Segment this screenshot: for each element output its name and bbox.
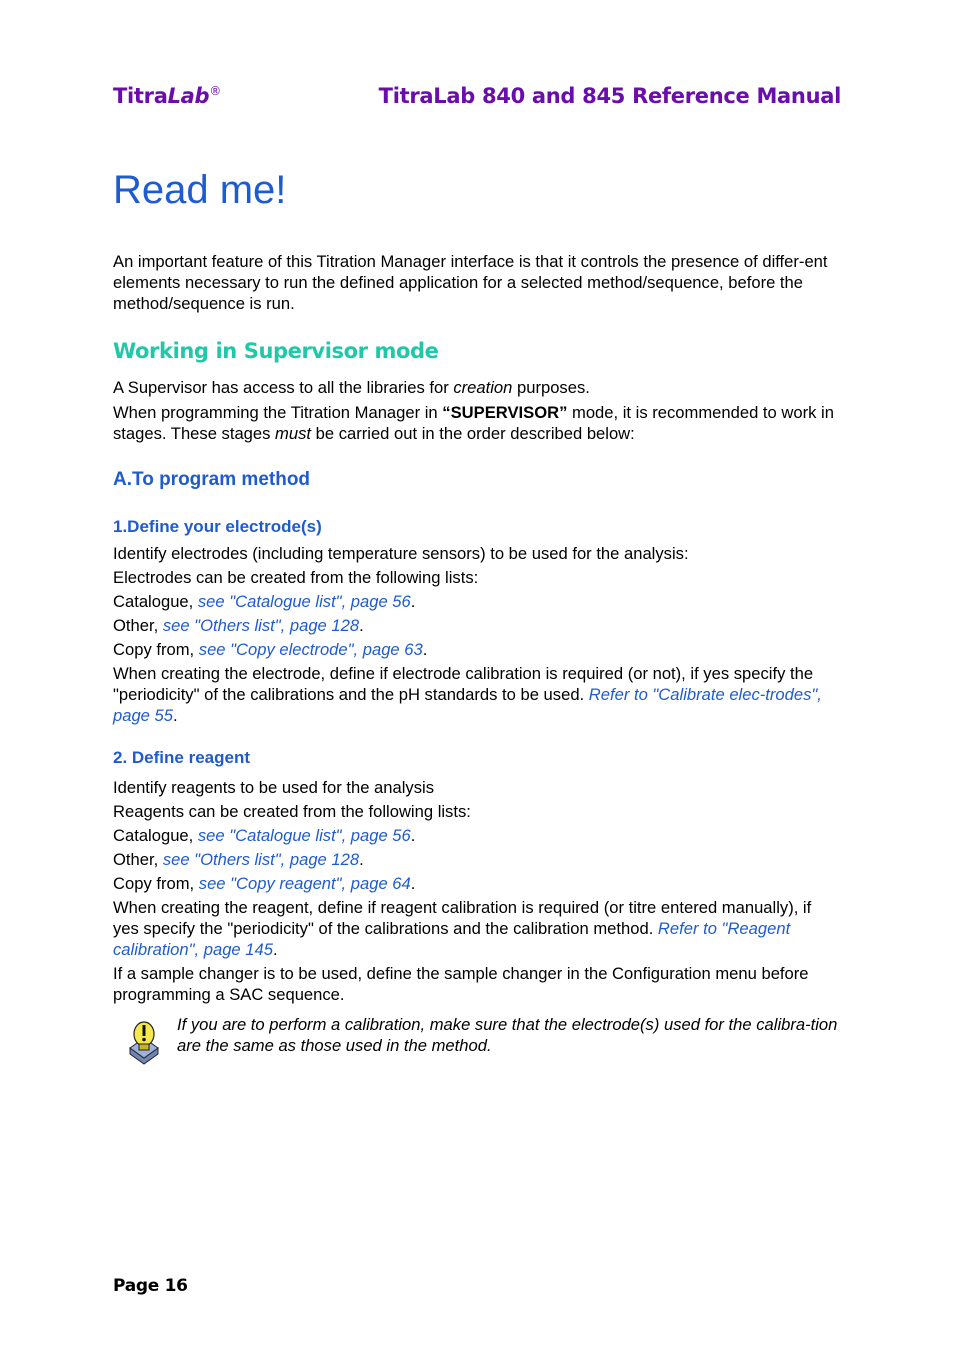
electrode-identify: Identify electrodes (including temperature sensors) to be used for the analysis: <box>113 544 689 563</box>
page-title: Read me! <box>113 168 287 212</box>
sample-changer-paragraph: If a sample changer is to be used, define the sample changer in the Configuration menu before programming a SAC sequence. <box>113 964 809 1004</box>
supervisor-paragraph-1: A Supervisor has access to all the libraries for creation purposes. <box>113 378 590 397</box>
electrode-lists-intro: Electrodes can be created from the following lists: <box>113 568 479 587</box>
electrode-heading: 1.Define your electrode(s) <box>113 517 322 536</box>
registered-mark: ® <box>209 84 221 98</box>
electrode-copy-line: Copy from, see "Copy electrode", page 63. <box>113 640 428 659</box>
brand-logo <box>113 84 221 108</box>
brand-prefix: Titra <box>113 84 168 108</box>
reagent-calibration-link[interactable]: Refer to "Reagent calibration", page 145 <box>113 919 791 959</box>
electrode-other-link[interactable]: see "Others list", page 128 <box>162 616 360 635</box>
supervisor-heading: Working in Supervisor mode <box>113 339 439 363</box>
reagent-other-line: Other, see "Others list", page 128. <box>113 850 364 869</box>
electrode-catalogue-line: Catalogue, see "Catalogue list", page 56. <box>113 592 416 611</box>
reagent-creating-paragraph: When creating the reagent, define if reagent calibration is required (or titre entered manually), if yes specify the "periodicity" of the calibrations and the calibration method. Refer to "Reagent calibration", page 145. <box>113 898 812 959</box>
electrode-copy-link[interactable]: see "Copy electrode", page 63 <box>198 640 423 659</box>
intro-paragraph: An important feature of this Titration Manager interface is that it controls the presence of differ-ent elements necessary to run the defined application for a selected method/sequence, before the method/sequence is run. <box>113 252 828 313</box>
reagent-lists-intro: Reagents can be created from the following lists: <box>113 802 471 821</box>
warning-bulb-icon <box>126 1018 162 1066</box>
reagent-catalogue-line: Catalogue, see "Catalogue list", page 56. <box>113 826 416 845</box>
brand-suffix: Lab <box>167 84 210 108</box>
supervisor-paragraph-2: When programming the Titration Manager in “SUPERVISOR” mode, it is recommended to work in stages. These stages must be carried out in the order described below: <box>113 403 834 443</box>
reagent-heading: 2. Define reagent <box>113 748 250 767</box>
electrode-catalogue-link[interactable]: see "Catalogue list", page 56 <box>197 592 411 611</box>
reagent-identify: Identify reagents to be used for the analysis <box>113 778 435 797</box>
electrode-other-line: Other, see "Others list", page 128. <box>113 616 364 635</box>
electrode-creating-paragraph: When creating the electrode, define if electrode calibration is required (or not), if yes specify the "periodicity" of the calibrations and the pH standards to be used. Refer to "Calibrate elec-trodes", page 55. <box>113 664 822 725</box>
reagent-copy-link[interactable]: see "Copy reagent", page 64 <box>198 874 411 893</box>
electrode-calibrate-link[interactable]: Refer to "Calibrate elec-trodes", page 55 <box>113 685 822 725</box>
section-a-heading: A.To program method <box>113 469 311 490</box>
note-text: If you are to perform a calibration, make sure that the electrode(s) used for the calibra-tion are the same as those used in the method. <box>177 1015 838 1055</box>
page-number: Page 16 <box>113 1276 188 1296</box>
reagent-other-link[interactable]: see "Others list", page 128 <box>162 850 360 869</box>
manual-title: TitraLab 840 and 845 Reference Manual <box>378 84 841 108</box>
reagent-catalogue-link[interactable]: see "Catalogue list", page 56 <box>197 826 411 845</box>
reagent-copy-line: Copy from, see "Copy reagent", page 64. <box>113 874 416 893</box>
